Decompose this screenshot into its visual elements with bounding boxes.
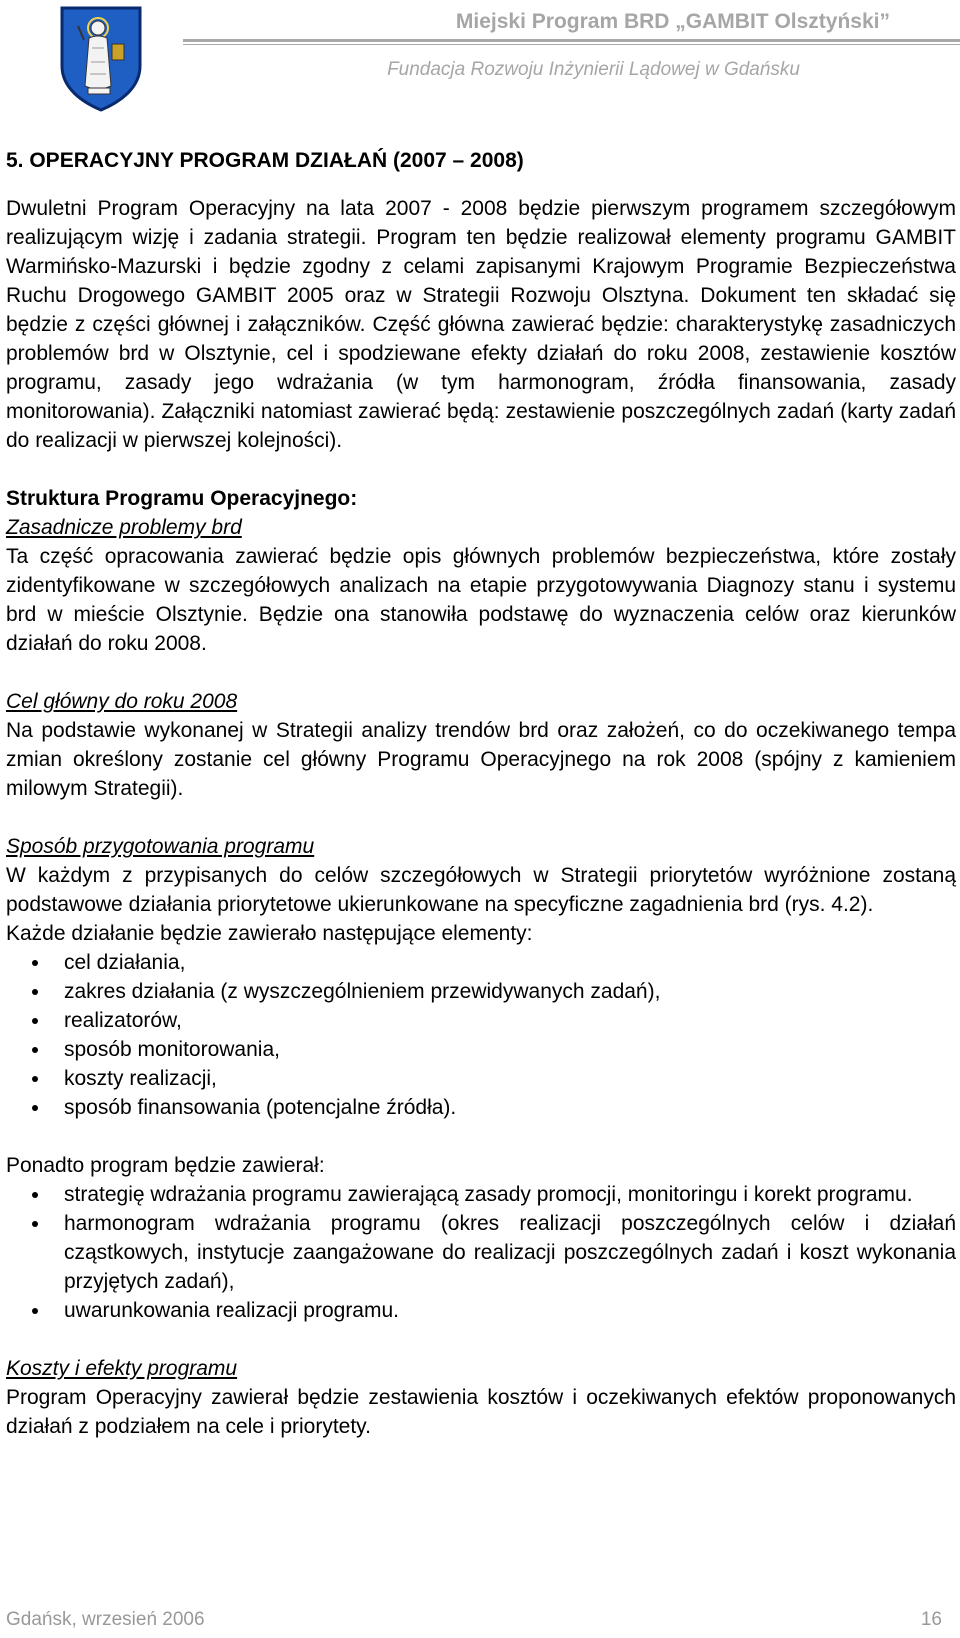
- header-title: Miejski Program BRD „GAMBIT Olsztyński”: [455, 10, 890, 33]
- problems-paragraph: Ta część opracowania zawierać będzie opis głównych problemów bezpieczeństwa, które zostały zidentyfikowane w szczegółowych analizach na etapie przygotowywania Diagnozy stanu i systemu brd w mieście Olsztynie. Będzie ona stanowiła podstawę do wyznaczenia celów oraz kierunków działań do roku 2008.: [6, 545, 956, 655]
- bullet-icon: [32, 960, 38, 966]
- bullet-icon: [32, 1221, 38, 1227]
- bullet-icon: [32, 1076, 38, 1082]
- header-divider: [183, 39, 960, 45]
- list-item: realizatorów,: [6, 1006, 956, 1035]
- also-list: [6, 1180, 956, 1325]
- goal-paragraph: Na podstawie wykonanej w Strategii analizy trendów brd oraz założeń, co do oczekiwanego tempa zmian określony zostanie cel główny Programu Operacyjnego na rok 2008 (spójny z kamieniem milowym Strategii).: [6, 719, 956, 800]
- bullet-icon: [32, 1047, 38, 1053]
- costs-paragraph: Program Operacyjny zawierał będzie zestawienia kosztów i oczekiwanych efektów proponowanych działań z podziałem na cele i priorytety.: [6, 1386, 956, 1438]
- document-body: [6, 146, 956, 1441]
- list-item: koszty realizacji,: [6, 1064, 956, 1093]
- list-item: sposób monitorowania,: [6, 1035, 956, 1064]
- bullet-icon: [32, 1018, 38, 1024]
- elements-intro: Każde działanie będzie zawierało następujące elementy:: [6, 922, 533, 945]
- list-item: strategię wdrażania programu zawierającą zasady promocji, monitoringu i korekt programu.: [6, 1180, 956, 1209]
- method-heading: Sposób przygotowania programu: [6, 835, 315, 858]
- problems-heading: Zasadnicze problemy brd: [6, 516, 242, 539]
- list-item: uwarunkowania realizacji programu.: [6, 1296, 956, 1325]
- also-intro: Ponadto program będzie zawierał:: [6, 1154, 325, 1177]
- bullet-icon: [32, 989, 38, 995]
- bullet-icon: [32, 1105, 38, 1111]
- list-item: zakres działania (z wyszczególnieniem przewidywanych zadań),: [6, 977, 956, 1006]
- goal-heading: Cel główny do roku 2008: [6, 690, 238, 713]
- bullet-icon: [32, 1192, 38, 1198]
- structure-heading: Struktura Programu Operacyjnego:: [6, 487, 358, 510]
- footer-place-date: Gdańsk, wrzesień 2006: [6, 1609, 205, 1630]
- header-subtitle: Fundacja Rozwoju Inżynierii Lądowej w Gdańsku: [387, 59, 800, 80]
- page-number: 16: [920, 1609, 942, 1630]
- elements-list: [6, 948, 956, 1122]
- bullet-icon: [32, 1308, 38, 1314]
- method-paragraph: W każdym z przypisanych do celów szczegółowych w Strategii priorytetów wyróżnione zostaną podstawowe działania priorytetowe ukierunkowane na specyficzne zagadnienia brd (rys. 4.2).: [6, 864, 956, 916]
- intro-paragraph: Dwuletni Program Operacyjny na lata 2007 - 2008 będzie pierwszym programem szczegółowym realizującym wizję i zadania strategii. Program ten będzie realizował elementy programu GAMBIT Warmińsko-Mazurski i będzie zgodny z celami zapisanymi Krajowym Programie Bezpieczeństwa Ruchu Drogowego GAMBIT 2005 oraz w Strategii Rozwoju Olsztyna. Dokument ten składać się będzie z części głównej i załączników. Część główna zawierać będzie: charakterystykę zasadniczych problemów brd w Olsztynie, cel i spodziewane efekty działań do roku 2008, zestawienie kosztów programu, zasady jego wdrażania (w tym harmonogram, źródła finansowania, zasady monitorowania). Załączniki natomiast zawierać będą: zestawienie poszczególnych zadań (karty zadań do realizacji w pierwszej kolejności).: [6, 197, 956, 452]
- section-heading: 5. OPERACYJNY PROGRAM DZIAŁAŃ (2007 – 2008): [6, 149, 524, 172]
- list-item: cel działania,: [6, 948, 956, 977]
- costs-heading: Koszty i efekty programu: [6, 1357, 238, 1380]
- list-item: sposób finansowania (potencjalne źródła).: [6, 1093, 956, 1122]
- list-item: harmonogram wdrażania programu (okres realizacji poszczególnych celów i działań cząstkowych, instytucje zaangażowane do realizacji poszczególnych zadań i koszt wykonania przyjętych zadań),: [6, 1209, 956, 1296]
